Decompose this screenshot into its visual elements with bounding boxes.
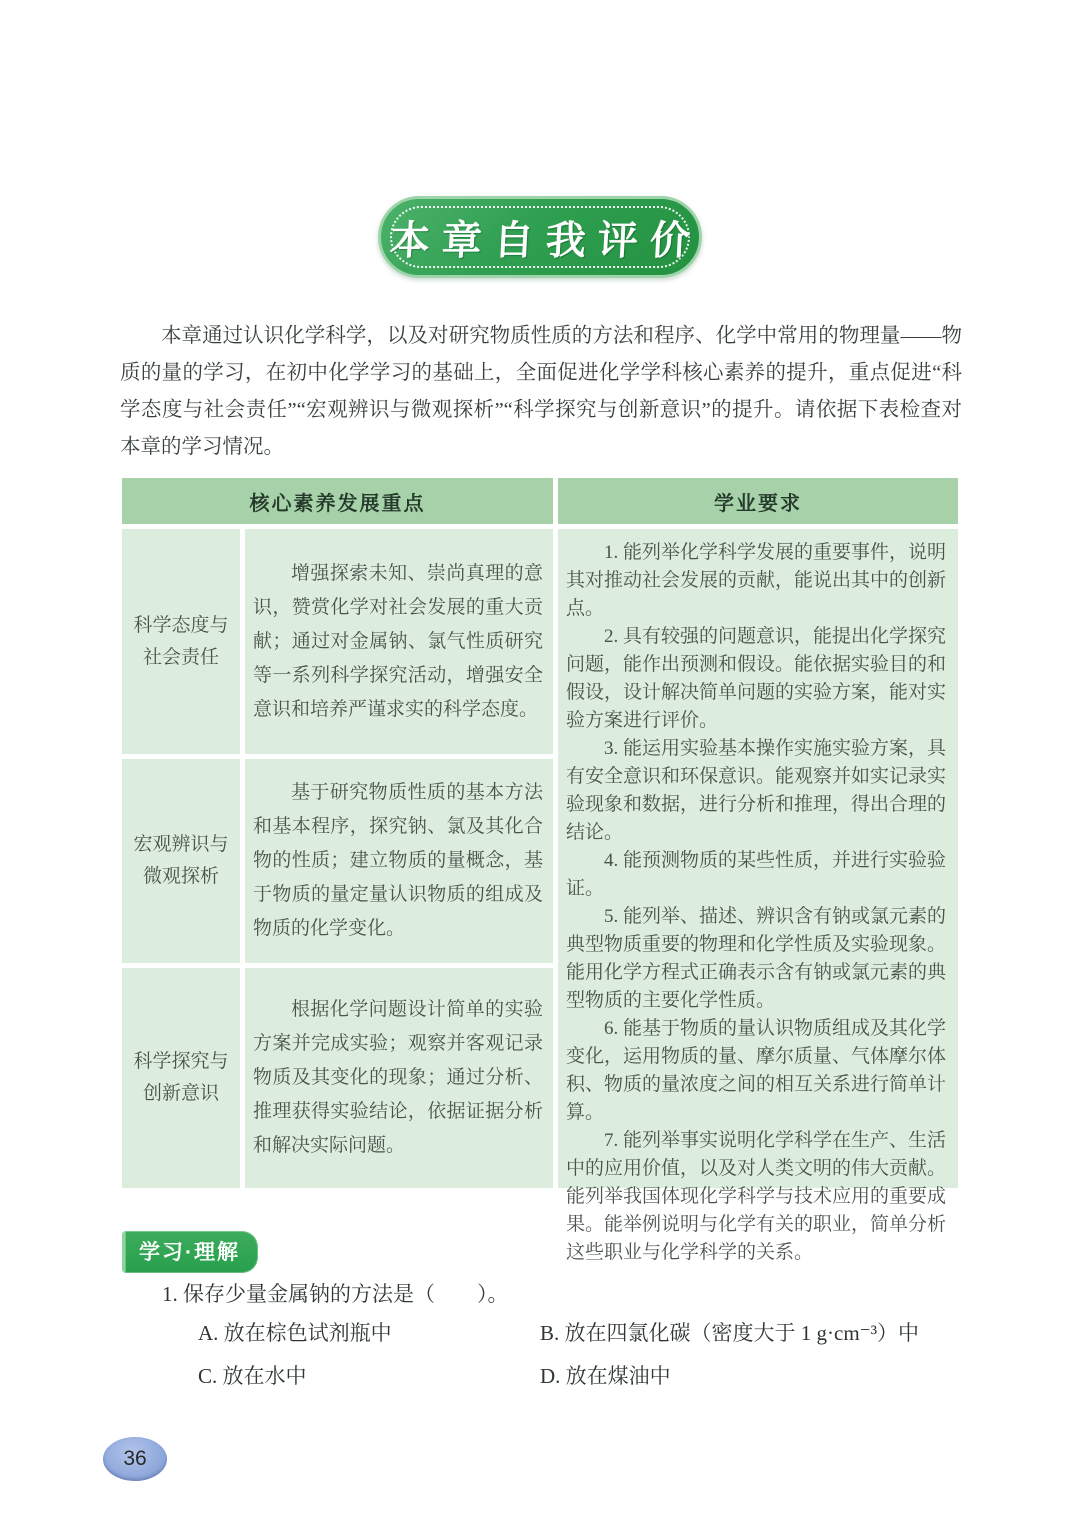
section-badge-learn-understand <box>122 1231 258 1273</box>
intro-paragraph: 本章通过认识化学科学，以及对研究物质性质的方法和程序、化学中常用的物理量——物质的量的学习，在初中化学学习的基础上，全面促进化学学科核心素养的提升，重点促进“科学态度与社会责任”“宏观辨识与微观探析”“科学探究与创新意识”的提升。请依据下表检查对本章的学习情况。 <box>120 325 962 458</box>
requirement-item-4: 4. 能预测物质的某些性质，并进行实验验证。 <box>566 850 947 899</box>
row-desc-macro-micro <box>245 759 553 963</box>
options-grid <box>198 1316 960 1393</box>
option-d-key: D. <box>540 1364 561 1388</box>
page-number-badge <box>103 1437 167 1481</box>
option-d <box>540 1359 960 1393</box>
row-desc-attitude <box>245 529 553 754</box>
question-1: 1. 保存少量金属钠的方法是（ ）。 <box>162 1282 509 1306</box>
option-a <box>198 1316 540 1350</box>
table-header-competency: 核心素养发展重点 <box>122 478 553 524</box>
option-b-text: 放在四氯化碳（密度大于 1 g·cm⁻³）中 <box>564 1321 920 1345</box>
row-desc-attitude-text: 增强探索未知、崇尚真理的意识，赞赏化学对社会发展的重大贡献；通过对金属钠、氯气性质研究等一系列科学探究活动，增强安全意识和培养严谨求实的科学态度。 <box>253 562 543 720</box>
requirement-item-2: 2. 具有较强的问题意识，能提出化学探究问题，能作出预测和假设。能依据实验目的和假设，设计解决简单问题的实验方案，能对实验方案进行评价。 <box>566 626 947 731</box>
option-c <box>198 1359 540 1393</box>
row-desc-inquiry-text: 根据化学问题设计简单的实验方案并完成实验；观察并客观记录物质及其变化的现象；通过分析、推理获得实验结论，依据证据分析和解决实际问题。 <box>253 999 543 1156</box>
requirement-item-3: 3. 能运用实验基本操作实施实验方案，具有安全意识和环保意识。能观察并如实记录实验现象和数据，进行分析和推理，得出合理的结论。 <box>566 738 947 843</box>
requirement-item-7: 7. 能列举事实说明化学科学在生产、生活中的应用价值，以及对人类文明的伟大贡献。能列举我国体现化学科学与技术应用的重要成果。能举例说明与化学有关的职业，简单分析这些职业与化学科学的关系。 <box>566 1130 947 1263</box>
option-a-key: A. <box>198 1321 219 1345</box>
row-desc-inquiry <box>245 968 553 1188</box>
option-c-key: C. <box>198 1364 218 1388</box>
table-header-requirements: 学业要求 <box>558 478 958 524</box>
option-b <box>540 1316 960 1350</box>
option-b-key: B. <box>540 1321 560 1345</box>
row-label-inquiry: 科学探究与创新意识 <box>122 968 240 1188</box>
section-badge-label: 学习·理解 <box>139 1241 240 1264</box>
requirement-item-6: 6. 能基于物质的量认识物质组成及其化学变化，运用物质的量、摩尔质量、气体摩尔体积、物质的量浓度之间的相互关系进行简单计算。 <box>566 1018 947 1123</box>
requirement-item-1: 1. 能列举化学科学发展的重要事件，说明其对推动社会发展的贡献，能说出其中的创新点。 <box>566 542 947 619</box>
option-c-text: 放在水中 <box>222 1364 307 1388</box>
option-a-text: 放在棕色试剂瓶中 <box>223 1321 392 1345</box>
row-desc-macro-micro-text: 基于研究物质性质的基本方法和基本程序，探究钠、氯及其化合物的性质；建立物质的量概念，基于物质的量定量认识物质的组成及物质的化学变化。 <box>253 782 543 939</box>
requirements-cell <box>558 529 958 1263</box>
row-label-macro-micro: 宏观辨识与微观探析 <box>122 759 240 963</box>
requirement-item-5: 5. 能列举、描述、辨识含有钠或氯元素的典型物质重要的物理和化学性质及实验现象。能用化学方程式正确表示含有钠或氯元素的典型物质的主要化学性质。 <box>566 906 947 1011</box>
option-d-text: 放在煤油中 <box>565 1364 671 1388</box>
chapter-title: 本章自我评价 <box>388 217 704 263</box>
page-number: 36 <box>123 1447 147 1470</box>
row-label-attitude: 科学态度与社会责任 <box>122 529 240 754</box>
chapter-title-badge <box>378 196 702 278</box>
